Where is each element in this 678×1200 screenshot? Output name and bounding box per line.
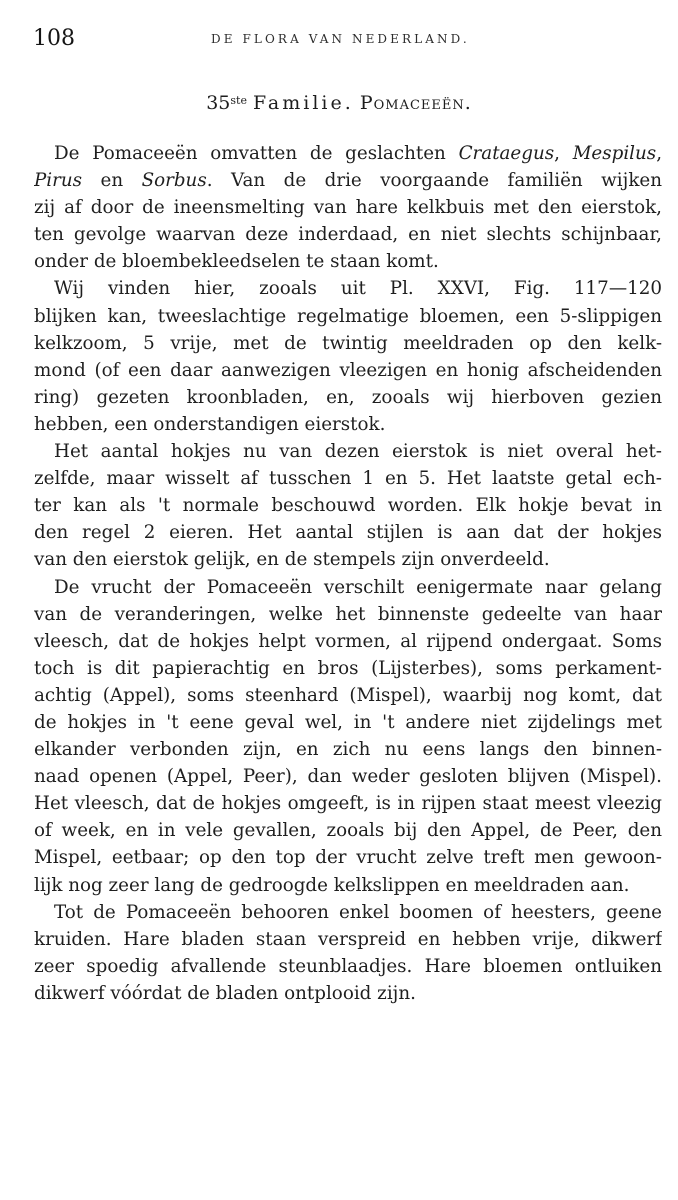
text-segment: de hokjes in 't eene geval wel, in 't andere niet zijdelings met bbox=[34, 711, 662, 733]
text-segment: blijken kan, tweeslachtige regelmatige bloemen, een 5-slippigen bbox=[34, 305, 662, 327]
text-segment: kelkzoom, 5 vrije, met de twintig meeldraden op den kelk- bbox=[34, 332, 662, 354]
chapter-word: Familie. bbox=[253, 92, 354, 114]
text-line bbox=[34, 844, 662, 871]
text-line bbox=[34, 275, 662, 302]
text-segment: den regel 2 eieren. Het aantal stijlen is aan dat der hokjes bbox=[34, 522, 662, 544]
text-line bbox=[34, 682, 662, 709]
text-line bbox=[34, 817, 662, 844]
text-line bbox=[34, 167, 662, 194]
text-segment: Het vleesch, dat de hokjes omgeeft, is in rijpen staat meest vleezig bbox=[34, 793, 662, 815]
text-line bbox=[34, 709, 662, 736]
chapter-heading bbox=[33, 90, 645, 116]
chapter-number-suffix: ste bbox=[230, 94, 247, 107]
body-text bbox=[34, 140, 662, 1007]
text-segment: zij af door de ineensmelting van hare kelkbuis met den eierstok, bbox=[34, 197, 662, 219]
genus-name: Crataegus bbox=[458, 143, 555, 164]
text-segment: achtig (Appel), soms steenhard (Mispel), waarbij nog komt, dat bbox=[34, 684, 662, 706]
text-segment: ter kan als 't normale beschouwd worden. Elk hokje bevat in bbox=[34, 495, 662, 517]
text-line bbox=[34, 384, 662, 411]
text-segment: lijk nog zeer lang de gedroogde kelkslippen en meeldraden aan. bbox=[34, 874, 630, 896]
text-line bbox=[34, 330, 662, 357]
text-line bbox=[34, 763, 662, 790]
text-line bbox=[34, 438, 662, 465]
genus-name: Pirus bbox=[34, 170, 83, 192]
text-line bbox=[34, 411, 662, 438]
text-segment: Tot de Pomaceeën behooren enkel boomen of heesters, geene bbox=[54, 901, 662, 923]
text-segment: van den eierstok gelijk, en de stempels zijn onverdeeld. bbox=[34, 549, 550, 571]
text-segment: of week, en in vele gevallen, zooals bij den Appel, de Peer, den bbox=[34, 820, 662, 842]
text-line bbox=[34, 194, 662, 221]
text-line bbox=[34, 492, 662, 519]
text-line bbox=[34, 628, 662, 655]
text-segment: Mispel, eetbaar; op den top der vrucht zelve treft men gewoon- bbox=[34, 847, 662, 869]
text-segment: onder de bloembekleedselen te staan komt. bbox=[34, 251, 439, 273]
running-head bbox=[33, 24, 645, 54]
text-line bbox=[34, 248, 662, 275]
text-segment: elkander verbonden zijn, en zich nu eens langs den binnen- bbox=[34, 739, 662, 761]
text-line bbox=[34, 574, 662, 601]
text-segment: en bbox=[82, 170, 142, 192]
text-segment: dikwerf vóórdat de bladen ontplooid zijn. bbox=[34, 982, 416, 1004]
text-segment: naad openen (Appel, Peer), dan weder gesloten blijven (Mispel). bbox=[34, 766, 662, 788]
text-line bbox=[34, 357, 662, 384]
text-line bbox=[34, 655, 662, 682]
text-line bbox=[34, 221, 662, 248]
text-line bbox=[34, 303, 662, 330]
text-segment: toch is dit papierachtig en bros (Lijsterbes), soms perkament- bbox=[34, 657, 662, 679]
text-segment: mond (of een daar aanwezigen vleezigen en honig afscheidenden bbox=[34, 359, 662, 381]
text-line bbox=[34, 601, 662, 628]
text-segment: vleesch, dat de hokjes helpt vormen, al rijpend ondergaat. Soms bbox=[34, 630, 662, 652]
text-line bbox=[34, 872, 662, 899]
text-segment: De Pomaceeën omvatten de geslachten bbox=[54, 143, 459, 164]
text-line bbox=[34, 980, 662, 1007]
text-line bbox=[34, 736, 662, 763]
text-segment: ring) gezeten kroonbladen, en, zooals wij hierboven gezien bbox=[34, 386, 662, 408]
text-segment: , bbox=[554, 143, 573, 164]
text-line bbox=[34, 899, 662, 926]
text-segment: ten gevolge waarvan deze inderdaad, en niet slechts schijnbaar, bbox=[34, 224, 662, 246]
text-segment: hebben, een onderstandigen eierstok. bbox=[34, 413, 386, 435]
text-segment: Het aantal hokjes nu van dezen eierstok is niet overal het- bbox=[54, 441, 662, 463]
text-line bbox=[34, 519, 662, 546]
genus-name: Mespilus bbox=[572, 143, 657, 164]
text-line bbox=[34, 926, 662, 953]
chapter-number: 35 bbox=[206, 92, 231, 114]
page-number: 108 bbox=[33, 26, 75, 51]
text-line bbox=[34, 465, 662, 492]
text-segment: zeer spoedig afvallende steunblaadjes. Hare bloemen ontluiken bbox=[34, 955, 662, 977]
running-title: DE FLORA VAN NEDERLAND. bbox=[211, 32, 470, 46]
text-line bbox=[34, 546, 662, 573]
text-segment: Wij vinden hier, zooals uit Pl. XXVI, Fig. 117—120 bbox=[54, 278, 662, 300]
text-segment: De vrucht der Pomaceeën verschilt eenigermate naar gelang bbox=[54, 576, 662, 598]
genus-name: Sorbus bbox=[141, 170, 207, 192]
text-segment: , bbox=[656, 143, 662, 164]
text-line bbox=[34, 953, 662, 980]
text-segment: van de veranderingen, welke het binnenste gedeelte van haar bbox=[34, 603, 662, 625]
text-line bbox=[34, 790, 662, 817]
text-segment: . Van de drie voorgaande familiën wijken bbox=[206, 170, 662, 192]
text-segment: kruiden. Hare bladen staan verspreid en hebben vrije, dikwerf bbox=[34, 928, 662, 950]
chapter-family-name: Pomaceeën. bbox=[359, 92, 472, 114]
text-line bbox=[34, 140, 662, 167]
text-segment: zelfde, maar wisselt af tusschen 1 en 5. Het laatste getal ech- bbox=[34, 468, 662, 490]
